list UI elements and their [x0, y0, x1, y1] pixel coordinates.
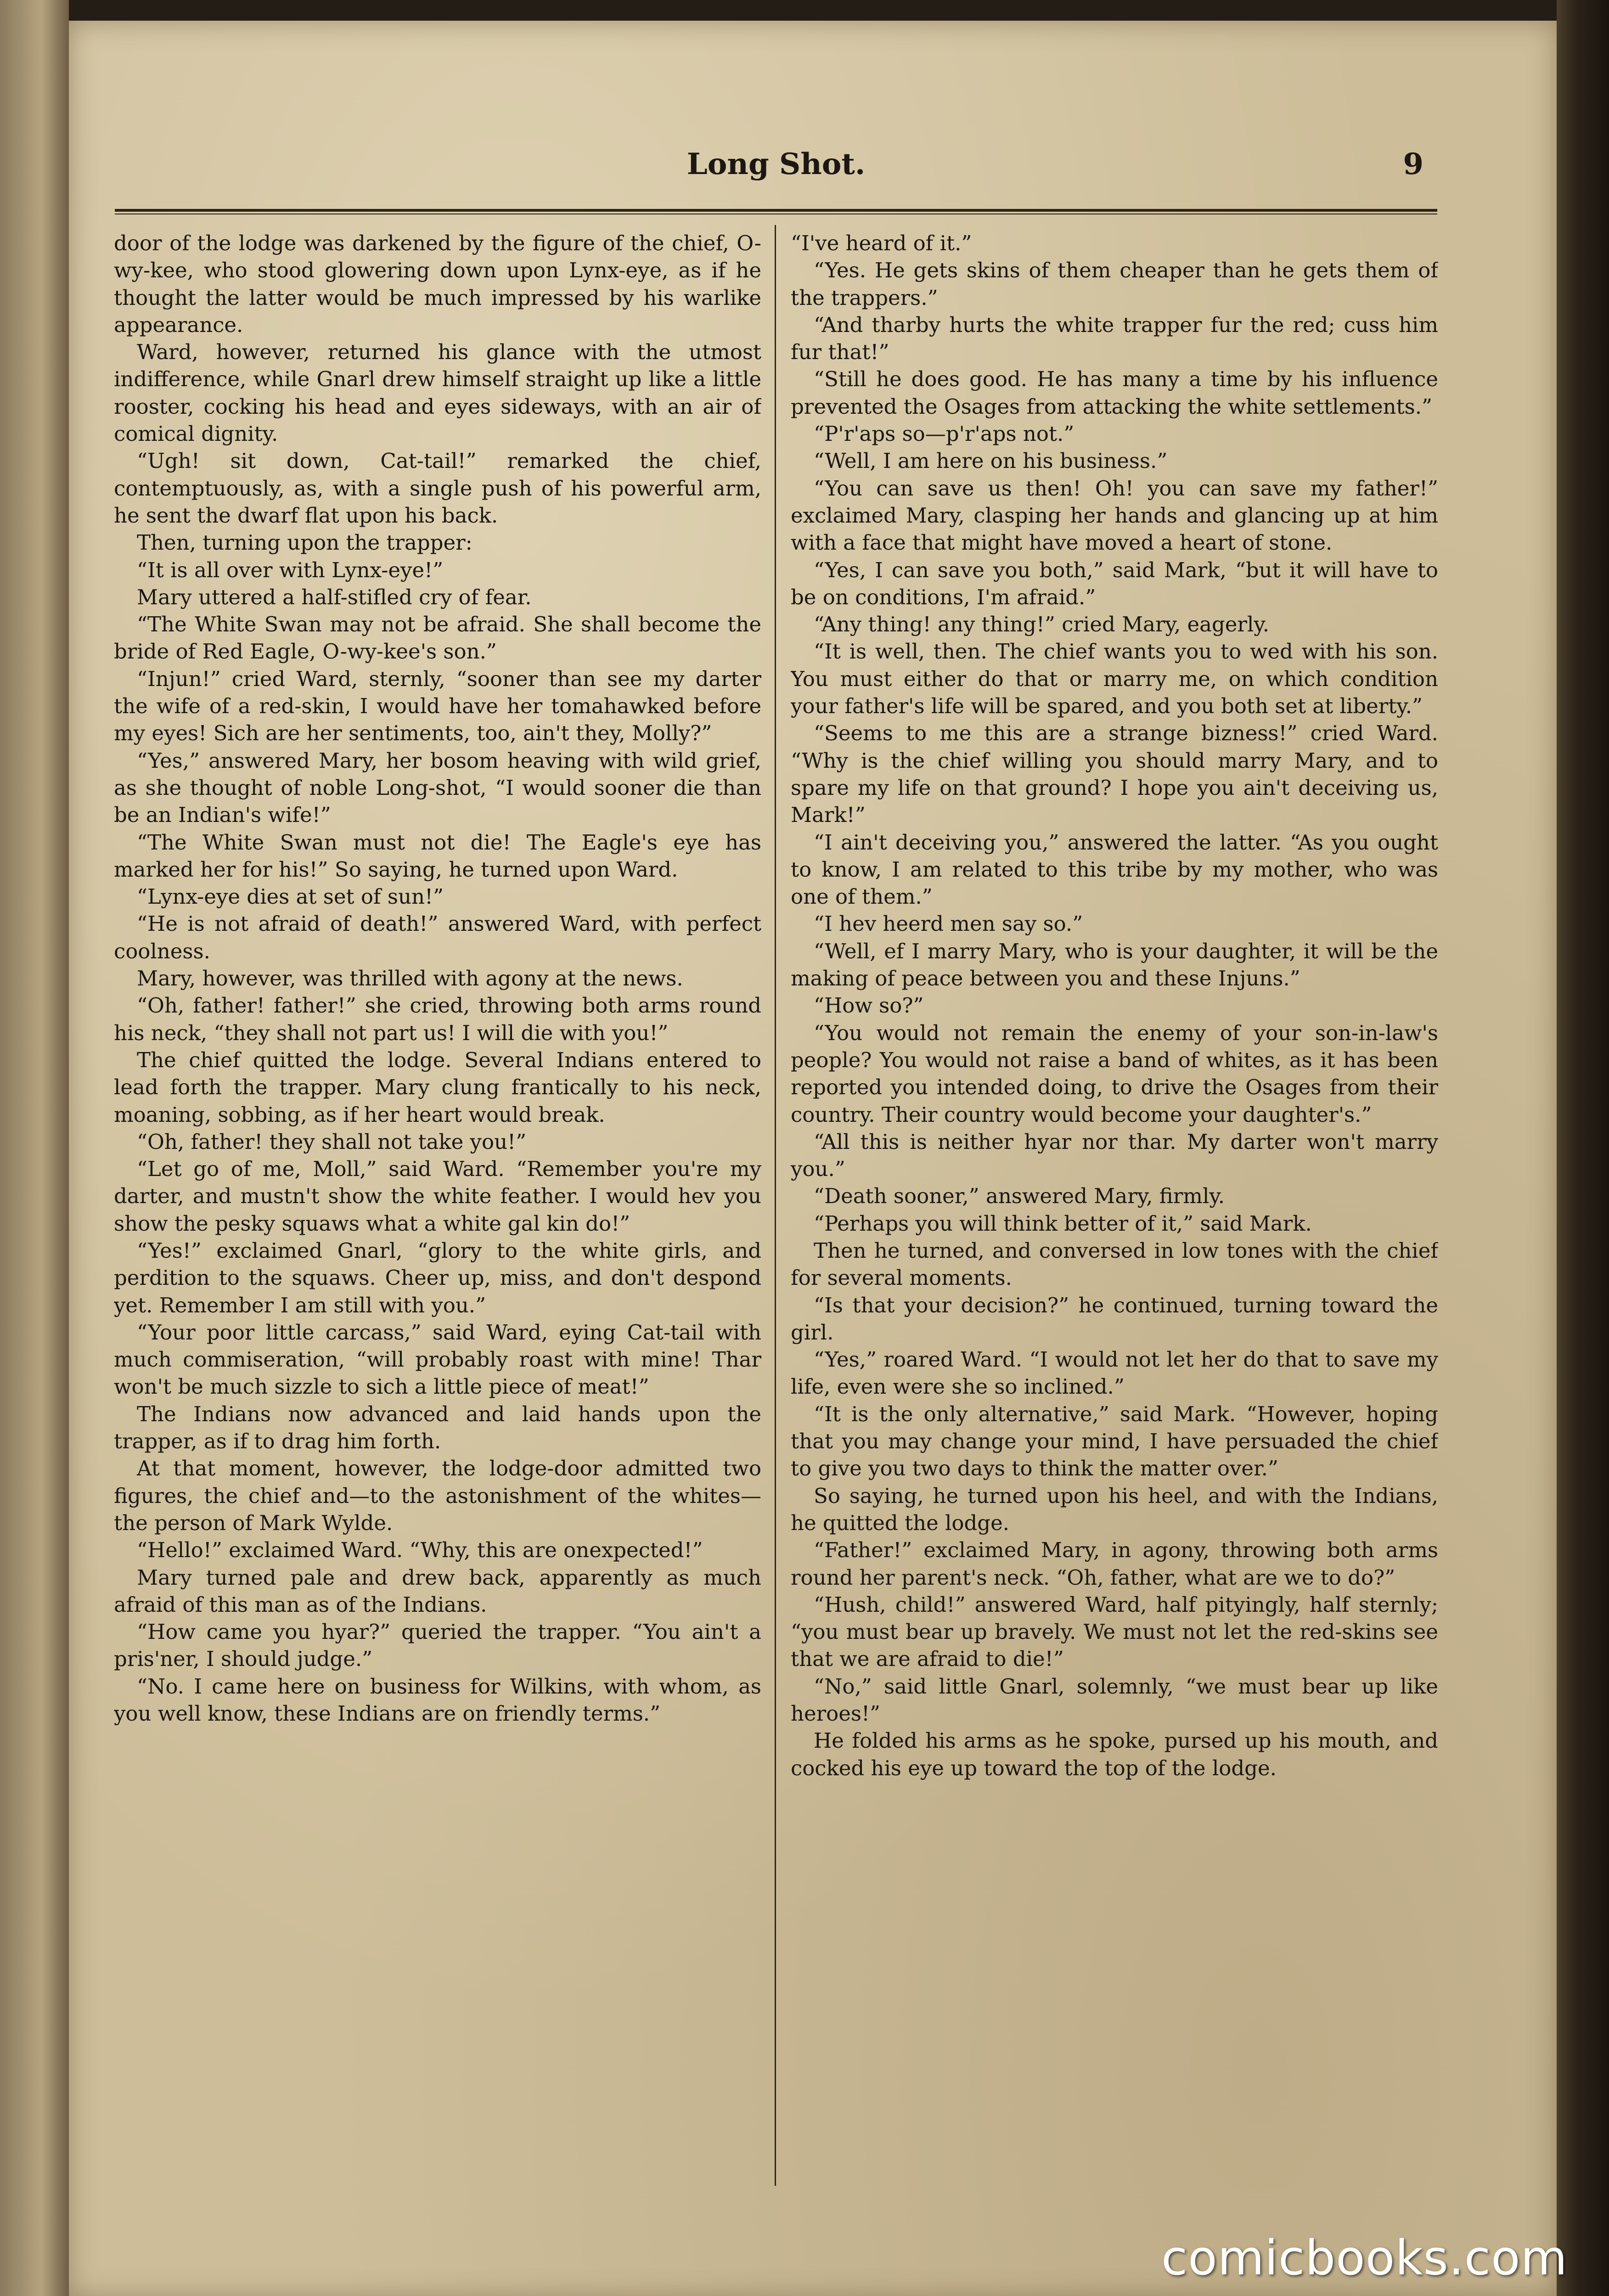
paragraph: Mary, however, was thrilled with agony at the news.	[137, 966, 683, 991]
paragraph: “You can save us then! Oh! you can save my father!” exclaimed Mary, clasping her hands and glancing up at him with a face that might have moved a heart of stone.	[791, 476, 1438, 555]
paragraph: “No,” said little Gnarl, solemnly, “we must bear up like heroes!”	[791, 1674, 1438, 1726]
book-binding	[1557, 0, 1609, 2296]
paragraph: “It is well, then. The chief wants you to wed with his son. You must either do that or marry me, on which condition your father's life will be spared, and you both set at liberty.”	[791, 639, 1438, 719]
paragraph: “I hev heerd men say so.”	[814, 912, 1083, 936]
paragraph: “Hush, child!” answered Ward, half pityingly, half sternly; “you must bear up bravely. We must not let the red-skins see that we are afraid to die!”	[791, 1592, 1438, 1671]
paragraph: “Hello!” exclaimed Ward. “Why, this are onexpected!”	[137, 1538, 703, 1563]
paragraph: “Oh, father! father!” she cried, throwing both arms round his neck, “they shall not part us! I will die with you!”	[114, 993, 761, 1045]
paragraph: door of the lodge was darkened by the figure of the chief, O-wy-kee, who stood glowering down upon Lynx-eye, as if he thought the latter would be much impressed by his warlike appearance.	[114, 231, 761, 337]
paragraph: “P'r'aps so—p'r'aps not.”	[814, 422, 1075, 446]
paragraph: “And tharby hurts the white trapper fur the red; cuss him fur that!”	[791, 312, 1438, 365]
paragraph: “Oh, father! they shall not take you!”	[137, 1129, 527, 1154]
paragraph: “Is that your decision?” he continued, turning toward the girl.	[791, 1293, 1438, 1345]
paragraph: “It is all over with Lynx-eye!”	[137, 557, 444, 582]
running-header	[115, 147, 1437, 197]
paragraph: “How came you hyar?” queried the trapper. “You ain't a pris'ner, I should judge.”	[114, 1620, 761, 1671]
paragraph: “Your poor little carcass,” said Ward, eying Cat-tail with much commiseration, “will probably roast with mine! Thar won't be much sizzle to sich a little piece of meat!”	[114, 1320, 761, 1399]
paragraph: Mary uttered a half-stifled cry of fear.	[137, 585, 532, 609]
paragraph: “I've heard of it.”	[791, 231, 972, 255]
left-page-edge	[0, 0, 69, 2296]
header-rule	[115, 209, 1437, 214]
right-text-column	[791, 230, 1438, 2181]
paragraph: Ward, however, returned his glance with the utmost indifference, while Gnarl drew himself straight up like a little rooster, cocking his head and eyes sideways, with an air of comical dignity.	[114, 340, 761, 446]
paragraph: “Yes!” exclaimed Gnarl, “glory to the white girls, and perdition to the squaws. Cheer up, miss, and don't despond yet. Remember I am still with you.”	[114, 1238, 761, 1317]
paragraph: “No. I came here on business for Wilkins, with whom, as you well know, these Indians are on friendly terms.”	[114, 1674, 761, 1726]
paragraph: At that moment, however, the lodge-door admitted two figures, the chief and—to the astonishment of the whites—the person of Mark Wylde.	[114, 1456, 761, 1535]
running-title: Long Shot.	[686, 147, 866, 181]
paragraph: “Father!” exclaimed Mary, in agony, throwing both arms round her parent's neck. “Oh, father, what are we to do?”	[791, 1538, 1438, 1590]
paragraph: “The White Swan may not be afraid. She shall become the bride of Red Eagle, O-wy-kee's son.”	[114, 612, 761, 664]
paragraph: Then, turning upon the trapper:	[137, 530, 473, 555]
paragraph: “Yes. He gets skins of them cheaper than he gets them of the trappers.”	[791, 258, 1438, 310]
paragraph: “Injun!” cried Ward, sternly, “sooner than see my darter the wife of a red-skin, I would have her tomahawked before my eyes! Sich are her sentiments, too, ain't they, Molly?”	[114, 666, 761, 746]
paragraph: “All this is neither hyar nor thar. My darter won't marry you.”	[791, 1129, 1438, 1182]
paragraph: “Ugh! sit down, Cat-tail!” remarked the chief, contemptuously, as, with a single push of his powerful arm, he sent the dwarf flat upon his back.	[114, 449, 761, 528]
paragraph: “He is not afraid of death!” answered Ward, with perfect coolness.	[114, 912, 761, 963]
paragraph: “Yes, I can save you both,” said Mark, “but it will have to be on conditions, I'm afraid.”	[791, 557, 1438, 609]
paragraph: Then he turned, and conversed in low tones with the chief for several moments.	[791, 1238, 1438, 1290]
watermark: comicbooks.com	[1161, 2230, 1568, 2286]
paragraph: “Yes,” roared Ward. “I would not let her do that to save my life, even were she so inclined.”	[791, 1347, 1438, 1399]
paragraph: “You would not remain the enemy of your son-in-law's people? You would not raise a band of whites, as it has been reported you intended doing, to drive the Osages from their country. Their country would become your daughter's.”	[791, 1020, 1438, 1127]
paragraph: “Any thing! any thing!” cried Mary, eagerly.	[814, 612, 1270, 637]
paragraph: “Well, I am here on his business.”	[814, 449, 1168, 473]
paragraph: “Seems to me this are a strange bizness!” cried Ward. “Why is the chief willing you should marry Mary, and to spare my life on that ground? I hope you ain't deceiving us, Mark!”	[791, 721, 1438, 827]
paragraph: “How so?”	[814, 993, 924, 1018]
left-text-column	[114, 230, 761, 2181]
paragraph: “I ain't deceiving you,” answered the latter. “As you ought to know, I am related to this tribe by my mother, who was one of them.”	[791, 830, 1438, 909]
paragraph: “It is the only alternative,” said Mark. “However, hoping that you may change your mind, I have persuaded the chief to give you two days to think the matter over.”	[791, 1401, 1438, 1481]
paragraph: “Perhaps you will think better of it,” said Mark.	[814, 1211, 1312, 1236]
paragraph: So saying, he turned upon his heel, and with the Indians, he quitted the lodge.	[791, 1483, 1438, 1535]
paragraph: “Death sooner,” answered Mary, firmly.	[814, 1184, 1225, 1209]
paragraph: “Lynx-eye dies at set of sun!”	[137, 884, 444, 909]
column-divider	[775, 225, 776, 2186]
page-number: 9	[1403, 147, 1423, 181]
paragraph: “Let go of me, Moll,” said Ward. “Remember you're my darter, and mustn't show the white feather. I would hev you show the pesky squaws what a white gal kin do!”	[114, 1157, 761, 1236]
paragraph: “Still he does good. He has many a time by his influence prevented the Osages from attacking the white settlements.”	[791, 367, 1438, 419]
paragraph: “Yes,” answered Mary, her bosom heaving with wild grief, as she thought of noble Long-shot, “I would sooner die than be an Indian's wife!”	[114, 748, 761, 827]
paragraph: The chief quitted the lodge. Several Indians entered to lead forth the trapper. Mary clung frantically to his neck, moaning, sobbing, as if her heart would break.	[114, 1047, 761, 1127]
paragraph: The Indians now advanced and laid hands upon the trapper, as if to drag him forth.	[114, 1401, 761, 1454]
paragraph: “Well, ef I marry Mary, who is your daughter, it will be the making of peace between you and these Injuns.”	[791, 939, 1438, 991]
paragraph: “The White Swan must not die! The Eagle's eye has marked her for his!” So saying, he turned upon Ward.	[114, 830, 761, 882]
paragraph: He folded his arms as he spoke, pursed up his mouth, and cocked his eye up toward the top of the lodge.	[791, 1728, 1438, 1780]
paragraph: Mary turned pale and drew back, apparently as much afraid of this man as of the Indians.	[114, 1565, 761, 1617]
